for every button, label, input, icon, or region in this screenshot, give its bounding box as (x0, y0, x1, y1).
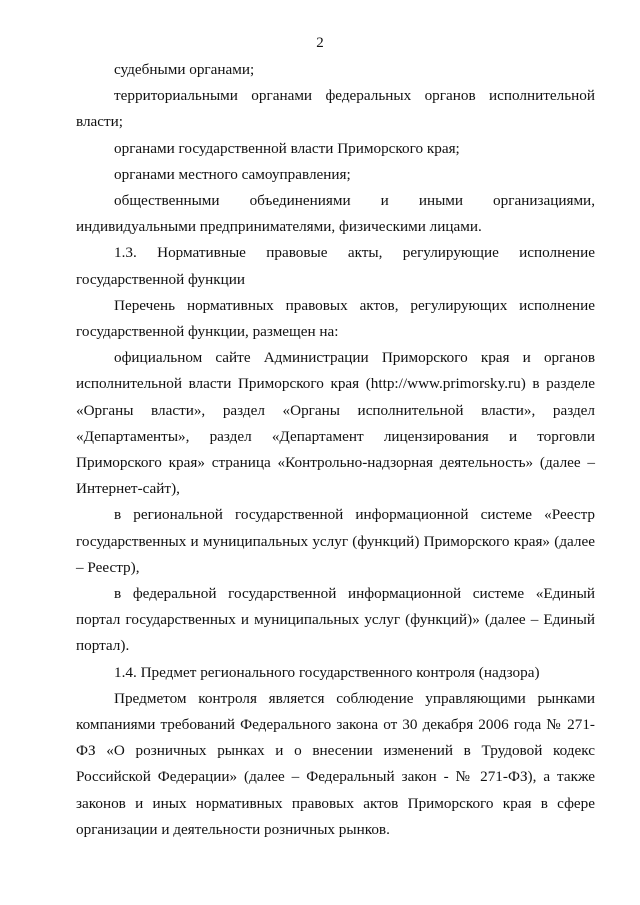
section-heading: 1.3. Нормативные правовые акты, регулирующие исполнение государственной функции (76, 244, 595, 288)
paragraph: органами государственной власти Приморского края; (114, 139, 460, 157)
paragraph: органами местного самоуправления; (114, 165, 351, 183)
paragraph: общественными объединениями и иными организациями, индивидуальными предпринимателями, физическими лицами. (76, 192, 595, 236)
document-body (76, 57, 595, 843)
paragraph: территориальными органами федеральных органов исполнительной власти; (76, 87, 595, 131)
paragraph: в федеральной государственной информационной системе «Единый портал государственных и муниципальных услуг (функций)» (далее – Единый портал). (76, 585, 595, 655)
paragraph: Предметом контроля является соблюдение управляющими рынками компаниями требований Федерального закона от 30 декабря 2006 года № 271-ФЗ «О розничных рынках и о внесении изменений в Трудовой кодекс Российской Федерации» (далее – Федеральный закон - № 271-ФЗ), а также законов и иных нормативных правовых актов Приморского края в сфере организации и деятельности розничных рынков. (76, 689, 595, 838)
paragraph: судебными органами; (114, 61, 255, 78)
section-heading: 1.4. Предмет регионального государственного контроля (надзора) (114, 663, 540, 681)
paragraph: в региональной государственной информационной системе «Реестр государственных и муниципальных услуг (функций) Приморского края» (далее – Реестр), (76, 506, 595, 576)
page-number: 2 (316, 35, 324, 51)
paragraph: Перечень нормативных правовых актов, регулирующих исполнение государственной функции, размещен на: (76, 296, 595, 341)
paragraph: официальном сайте Администрации Приморского края и органов исполнительной власти Приморского края (http://www.primorsky.ru) в разделе «Органы власти», раздел «Органы исполнительной власти», раздел «Департаменты», раздел «Департамент лицензирования и торговли Приморского края» страница «Контрольно-надзорная деятельность» (далее – Интернет-сайт), (76, 349, 595, 498)
